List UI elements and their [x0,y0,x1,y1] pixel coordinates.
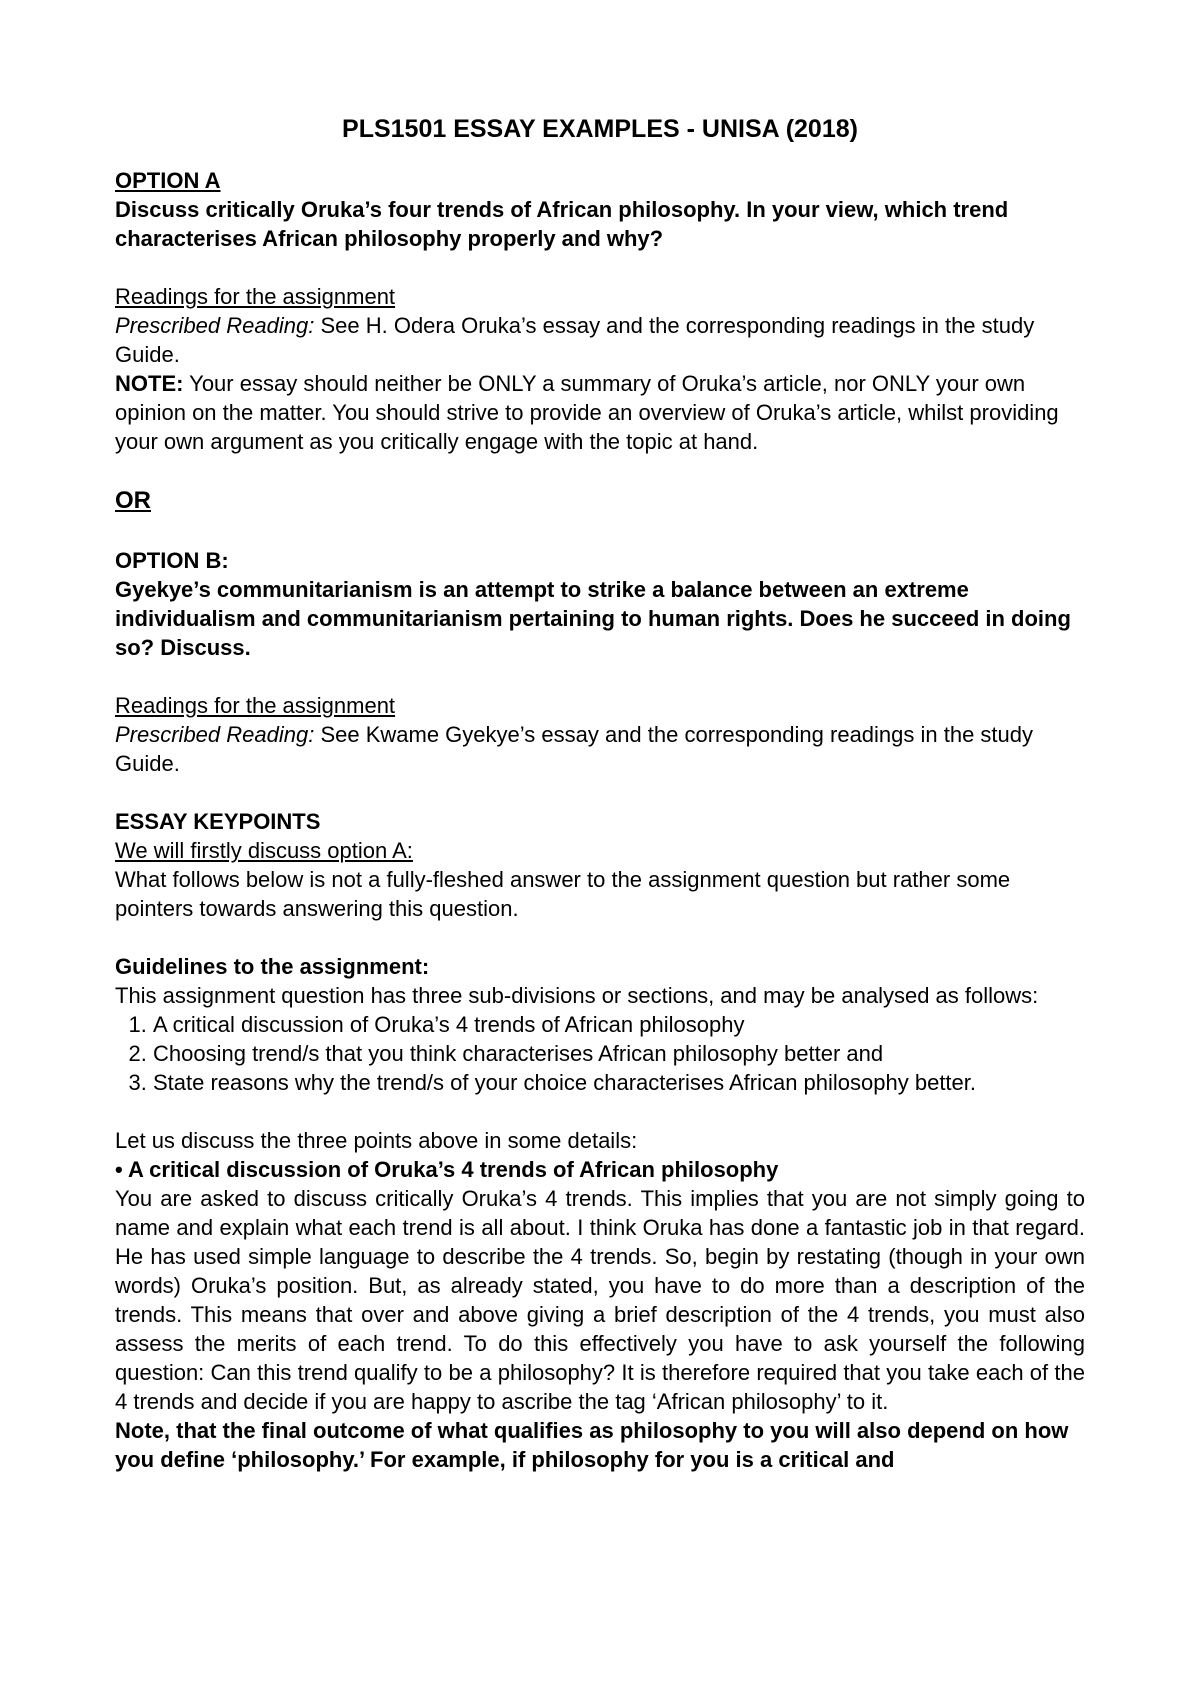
guidelines-list [115,1010,1085,1097]
keypoints-heading: ESSAY KEYPOINTS [115,809,321,834]
guidelines-list-item: 2. Choosing trend/s that you think characterises African philosophy better and [153,1039,1085,1068]
option-a-heading: OPTION A [115,168,221,193]
option-a-prescribed-reading [115,311,1085,369]
document-title: PLS1501 ESSAY EXAMPLES - UNISA (2018) [342,115,858,143]
bullet-icon: • [115,1157,123,1182]
guidelines-intro: This assignment question has three sub-divisions or sections, and may be analysed as follows: [115,983,1039,1008]
note-text: Your essay should neither be ONLY a summary of Oruka’s article, nor ONLY your own opinion on the matter. You should strive to provide an overview of Oruka’s article, whilst providing your own argument as you critically engage with the topic at hand. [115,371,1059,454]
option-b-readings-label: Readings for the assignment [115,693,396,718]
option-a-question: Discuss critically Oruka’s four trends of African philosophy. In your view, which trend characterises African philosophy properly and why? [115,197,1009,251]
prescribed-reading-text: See Kwame Gyekye’s essay and the corresponding readings in the study Guide. [115,722,1034,776]
discussion-intro: Let us discuss the three points above in some details: [115,1128,638,1153]
prescribed-reading-text: See H. Odera Oruka’s essay and the corresponding readings in the study Guide. [115,313,1035,367]
guidelines-heading: Guidelines to the assignment: [115,954,430,979]
option-b-prescribed-reading [115,720,1085,778]
prescribed-reading-label: Prescribed Reading: [115,722,315,747]
discussion-bullet-heading: A critical discussion of Oruka’s 4 trends of African philosophy [128,1157,779,1182]
or-divider-heading: OR [115,487,151,514]
option-b-question: Gyekye’s communitarianism is an attempt to strike a balance between an extreme individualism and communitarianism pertaining to human rights. Does he succeed in doing so? Discuss. [115,577,1071,660]
keypoints-intro: What follows below is not a fully-fleshed answer to the assignment question but rather some pointers towards answering this question. [115,867,1011,921]
document-page [115,112,1085,1474]
option-a-note [115,369,1085,456]
discussion-note: Note, that the final outcome of what qualifies as philosophy to you will also depend on how you define ‘philosophy.’ For example, if philosophy for you is a critical and [115,1418,1069,1472]
option-b-heading: OPTION B: [115,548,229,573]
note-label: NOTE: [115,371,184,396]
prescribed-reading-label: Prescribed Reading: [115,313,315,338]
discussion-bullet [115,1155,1085,1184]
option-a-readings-label: Readings for the assignment [115,284,396,309]
guidelines-list-item: 3. State reasons why the trend/s of your choice characterises African philosophy better. [153,1068,1085,1097]
guidelines-list-item: 1. A critical discussion of Oruka’s 4 trends of African philosophy [153,1010,1085,1039]
discussion-body: You are asked to discuss critically Oruka’s 4 trends. This implies that you are not simply going to name and explain what each trend is all about. I think Oruka has done a fantastic job in that regard. He has used simple language to describe the 4 trends. So, begin by restating (though in your own words) Oruka’s position. But, as already stated, you have to do more than a description of the trends. This means that over and above giving a brief description of the 4 trends, you must also assess the merits of each trend. To do this effectively you have to ask yourself the following question: Can this trend qualify to be a philosophy? It is therefore required that you take each of the 4 trends and decide if you are happy to ascribe the tag ‘African philosophy’ to it. [115,1186,1085,1414]
keypoints-subheading: We will firstly discuss option A: [115,838,413,863]
